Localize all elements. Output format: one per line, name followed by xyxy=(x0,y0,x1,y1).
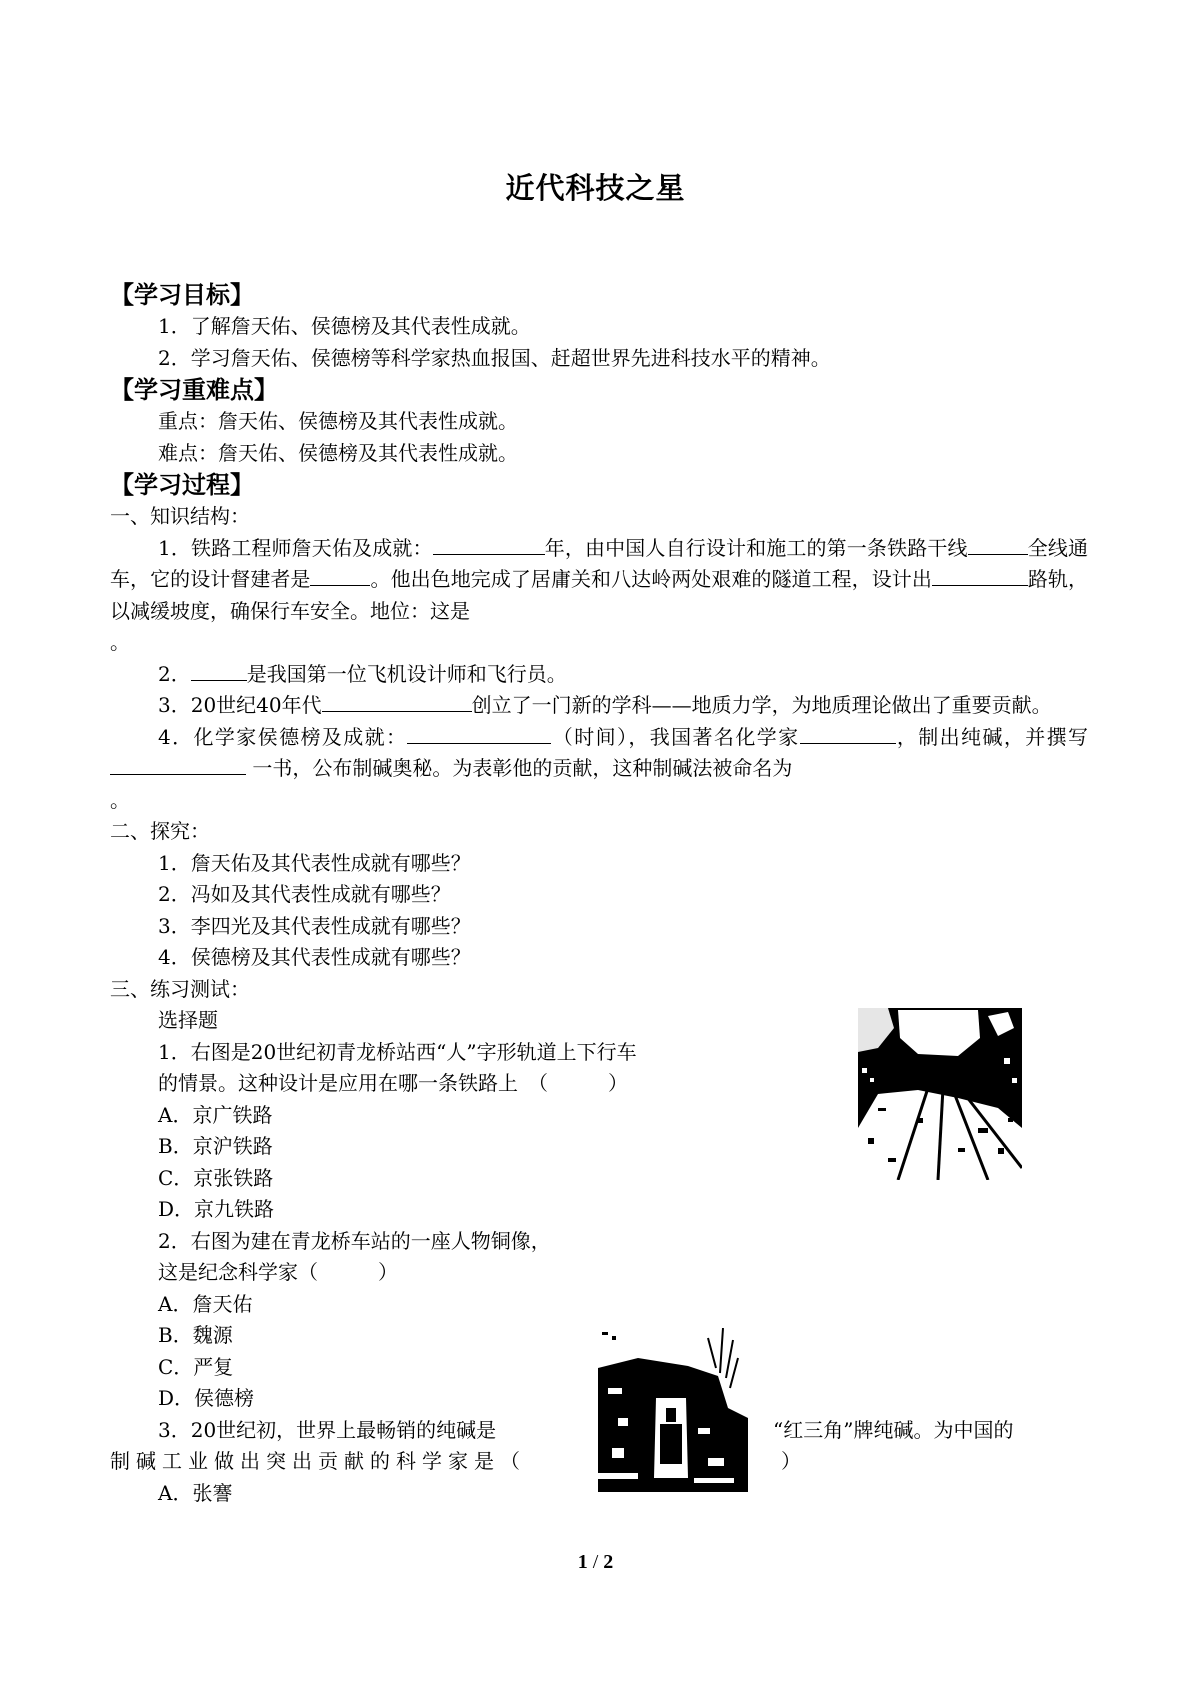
quiz-option[interactable]: A．张謇 xyxy=(158,1480,233,1505)
quiz-q2-stem: 2．右图为建在青龙桥车站的一座人物铜像， xyxy=(158,1228,551,1253)
key-points-heading: 【学习重难点】 xyxy=(110,376,278,404)
railway-tracks-image xyxy=(858,1008,1022,1180)
quiz-q3-stem-line-2: 制碱工业做出突出贡献的科学家是（ ） xyxy=(110,1449,801,1473)
question-type-label: 选择题 xyxy=(158,1008,218,1032)
quiz-option[interactable]: C．京张铁路 xyxy=(158,1165,274,1190)
section-2-title: 二、探究： xyxy=(110,819,210,843)
inquiry-item: 2．冯如及其代表性成就有哪些？ xyxy=(158,882,451,906)
fill-blank[interactable] xyxy=(407,723,551,744)
statue-image xyxy=(598,1328,748,1492)
quiz-option[interactable]: A．詹天佑 xyxy=(158,1291,253,1316)
quiz-option[interactable]: D．侯德榜 xyxy=(158,1386,255,1410)
quiz-q2-stem: 这是纪念科学家（ ） xyxy=(158,1260,398,1284)
knowledge-q1: 1．铁路工程师詹天佑及成就： 年，由中国人自行设计和施工的第一条铁路干线 全线通车，它的设计督建者是 。他出色地完成了居庸关和八达岭两处艰难的隧道工程，设计出 路轨，以减缓坡度，确保行车安全。地位：这是 。 xyxy=(110,535,1089,654)
fill-blank[interactable] xyxy=(322,691,472,712)
page-title: 近代科技之星 xyxy=(505,171,686,205)
fill-blank[interactable] xyxy=(968,534,1028,555)
fill-blank[interactable] xyxy=(433,534,545,555)
goal-item: 1．了解詹天佑、侯德榜及其代表性成就。 xyxy=(158,314,531,338)
inquiry-item: 3．李四光及其代表性成就有哪些？ xyxy=(158,913,471,938)
inquiry-item: 1．詹天佑及其代表性成就有哪些？ xyxy=(158,850,471,875)
knowledge-q3: 3．20世纪40年代 创立了一门新的学科——地质力学，为地质理论做出了重要贡献。 xyxy=(158,693,1052,717)
statue-photo xyxy=(598,1328,748,1492)
fill-blank[interactable] xyxy=(800,723,896,744)
quiz-option[interactable]: B．魏源 xyxy=(158,1323,233,1347)
quiz-option[interactable]: A．京广铁路 xyxy=(158,1102,273,1127)
quiz-q1-stem: 1．右图是20世纪初青龙桥站西“人”字形轨道上下行车 xyxy=(158,1039,637,1064)
quiz-option[interactable]: D．京九铁路 xyxy=(158,1197,275,1221)
knowledge-q4: 4．化学家侯德榜及成就： （时间），我国著名化学家 ，制出纯碱，并撰写 一书，公布制碱奥秘。为表彰他的贡献，这种制碱法被命名为 。 xyxy=(110,724,1089,812)
fill-blank[interactable] xyxy=(932,565,1028,586)
quiz-q3-stem-line-1: 3．20世纪初，世界上最畅销的纯碱是 “红三角”牌纯碱。为中国的 xyxy=(158,1417,1014,1442)
fill-blank[interactable] xyxy=(191,660,247,681)
quiz-q1-stem: 的情景。这种设计是应用在哪一条铁路上 （ ） xyxy=(158,1071,628,1095)
inquiry-item: 4．侯德榜及其代表性成就有哪些？ xyxy=(158,945,471,969)
quiz-option[interactable]: C．严复 xyxy=(158,1354,234,1379)
key-point-item: 难点：詹天佑、侯德榜及其代表性成就。 xyxy=(158,440,518,465)
railway-photo xyxy=(858,1008,1022,1180)
knowledge-q2: 2． 是我国第一位飞机设计师和飞行员。 xyxy=(158,661,567,686)
section-1-title: 一、知识结构： xyxy=(110,504,250,528)
section-3-title: 三、练习测试： xyxy=(110,976,250,1001)
goal-item: 2．学习詹天佑、侯德榜等科学家热血报国、赶超世界先进科技水平的精神。 xyxy=(158,345,831,370)
fill-blank[interactable] xyxy=(310,565,370,586)
key-point-item: 重点：詹天佑、侯德榜及其代表性成就。 xyxy=(158,409,518,433)
goals-heading: 【学习目标】 xyxy=(110,281,254,309)
fill-blank[interactable] xyxy=(110,754,246,775)
quiz-option[interactable]: B．京沪铁路 xyxy=(158,1134,273,1158)
process-heading: 【学习过程】 xyxy=(110,471,254,499)
page-number: 1 / 2 xyxy=(577,1551,614,1573)
document-body xyxy=(110,279,1088,1509)
